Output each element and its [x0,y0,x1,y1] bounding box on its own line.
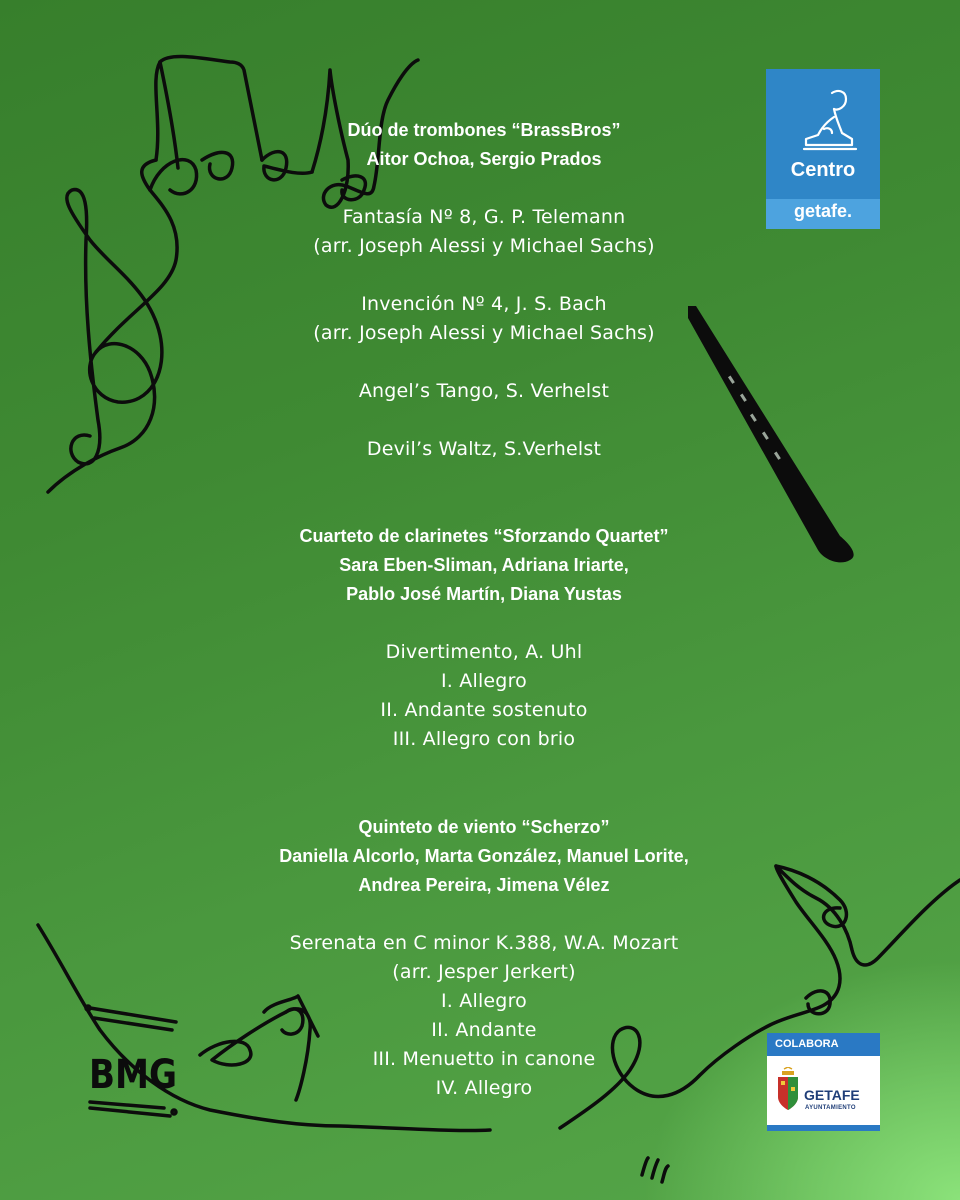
ayuntamiento-label: AYUNTAMIENTO [805,1105,856,1111]
centro-word: Centro [790,159,856,181]
bmg-logo [84,1004,184,1119]
work-arranger: (arr. Jesper Jerkert) [392,961,576,983]
movement: III. Menuetto in canone [372,1048,596,1070]
section-brassbros [180,116,788,464]
treble-clef-scribble-icon [48,190,162,492]
work-title: Invención Nº 4, J. S. Bach [361,293,607,315]
section-sforzando [180,522,788,754]
performers: Sara Eben-Sliman, Adriana Iriarte, [339,555,629,575]
work-title: Angel’s Tango, S. Verhelst [358,380,610,402]
work-title: Fantasía Nº 8, G. P. Telemann [342,206,626,228]
colabora-getafe-logo [767,1033,880,1131]
performers: Pablo José Martín, Diana Yustas [346,584,622,604]
movement: IV. Allegro [435,1077,533,1099]
work-title: Devil’s Waltz, S.Verhelst [366,438,602,460]
movement: II. Andante [431,1019,537,1041]
colabora-label: COLABORA [775,1038,839,1050]
work-arranger: (arr. Joseph Alessi y Michael Sachs) [313,235,655,257]
coat-of-arms-icon [776,1067,800,1111]
work-arranger: (arr. Joseph Alessi y Michael Sachs) [313,322,655,344]
ensemble-title: Quinteto de viento “Scherzo” [358,817,610,837]
getafe-name: GETAFE [804,1087,860,1103]
seated-figure-icon [766,69,880,157]
section-scherzo [180,813,788,1103]
svg-text:BMG: BMG [89,1052,177,1098]
movement: II. Andante sostenuto [380,699,588,721]
performers: Daniella Alcorlo, Marta González, Manuel Lorite, [279,846,689,866]
movement: III. Allegro con brio [392,728,576,750]
centro-getafe-logo [766,69,880,229]
performers: Andrea Pereira, Jimena Vélez [358,875,610,895]
ensemble-title: Dúo de trombones “BrassBros” [347,120,621,140]
performers: Aitor Ochoa, Sergio Prados [366,149,602,169]
movement: I. Allegro [440,670,527,692]
work-title: Serenata en C minor K.388, W.A. Mozart [289,932,679,954]
movement: I. Allegro [440,990,527,1012]
centro-sub: getafe. [793,201,853,221]
work-title: Divertimento, A. Uhl [385,641,583,663]
ensemble-title: Cuarteto de clarinetes “Sforzando Quartet” [299,526,669,546]
